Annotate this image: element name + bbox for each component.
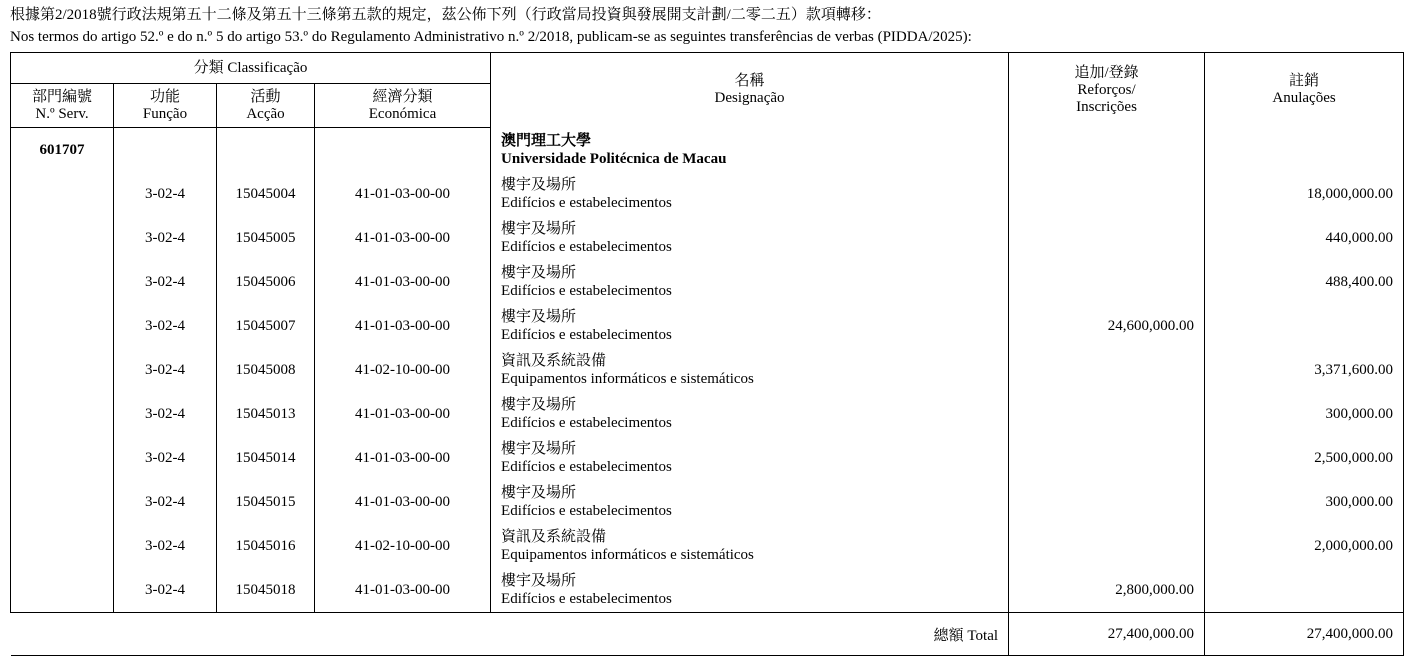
- table-row: [11, 524, 1404, 568]
- designation-pt: Edifícios e estabelecimentos: [501, 591, 672, 607]
- action-cell: 15045014: [217, 436, 315, 480]
- service-number: 601707: [39, 142, 85, 158]
- empty-cell: [217, 128, 315, 173]
- budget-transfer-table: [10, 52, 1404, 656]
- service-number-cell: [11, 216, 114, 260]
- annulment-cell: 3,371,600.00: [1205, 348, 1404, 392]
- economic-header-pt: Económica: [368, 105, 437, 122]
- designation-cell: [491, 216, 1009, 260]
- annulment-cell: [1205, 568, 1404, 613]
- designation-cell: [491, 304, 1009, 348]
- service-name-cell: [491, 128, 1009, 173]
- service-number-cell: [11, 480, 114, 524]
- table-row: [11, 480, 1404, 524]
- annulment-cell: 300,000.00: [1205, 480, 1404, 524]
- empty-cell: [1009, 128, 1205, 173]
- designation-cell: [491, 392, 1009, 436]
- designation-pt: Equipamentos informáticos e sistemáticos: [501, 371, 754, 387]
- action-cell: 15045006: [217, 260, 315, 304]
- table-row: [11, 172, 1404, 216]
- designation-cell: [491, 524, 1009, 568]
- designation-zh: 樓宇及場所: [501, 485, 577, 501]
- annulment-cell: 2,000,000.00: [1205, 524, 1404, 568]
- table-row: [11, 216, 1404, 260]
- designation-pt: Edifícios e estabelecimentos: [501, 459, 672, 475]
- service-row: [11, 128, 1404, 173]
- empty-cell: [1205, 128, 1404, 173]
- annulment-cell: 2,500,000.00: [1205, 436, 1404, 480]
- service-number-cell: [11, 348, 114, 392]
- reinforcement-cell: [1009, 392, 1205, 436]
- designation-zh: 樓宇及場所: [501, 441, 577, 457]
- action-cell: 15045018: [217, 568, 315, 613]
- annulment-cell: 300,000.00: [1205, 392, 1404, 436]
- annulments-header-pt: Anulações: [1272, 90, 1336, 107]
- reinforcement-cell: [1009, 524, 1205, 568]
- designation-header-zh: 名稱: [734, 73, 765, 90]
- action-cell: 15045008: [217, 348, 315, 392]
- reinforcements-header-zh: 追加/登錄: [1074, 64, 1139, 81]
- reinforcement-cell: [1009, 172, 1205, 216]
- designation-cell: [491, 480, 1009, 524]
- table-row: [11, 568, 1404, 613]
- economic-cell: 41-01-03-00-00: [315, 216, 491, 260]
- service-name-zh: 澳門理工大學: [501, 132, 592, 149]
- function-cell: 3-02-4: [114, 524, 217, 568]
- service-number-cell: [11, 524, 114, 568]
- service-number-cell: [11, 172, 114, 216]
- table-row: [11, 392, 1404, 436]
- reinforcement-cell: [1009, 216, 1205, 260]
- function-cell: 3-02-4: [114, 436, 217, 480]
- designation-zh: 樓宇及場所: [501, 309, 577, 325]
- action-cell: 15045007: [217, 304, 315, 348]
- designation-zh: 樓宇及場所: [501, 397, 577, 413]
- intro-text-portuguese: Nos termos do artigo 52.º e do n.º 5 do artigo 53.º do Regulamento Administrativo n.º 2/2018, publicam-se as seguintes transferências de verbas (PIDDA/2025):: [10, 29, 972, 45]
- reinforcement-cell: [1009, 480, 1205, 524]
- service-number-cell: [11, 436, 114, 480]
- designation-cell: [491, 436, 1009, 480]
- empty-cell: [315, 128, 491, 173]
- table-row: [11, 348, 1404, 392]
- designation-header-pt: Designação: [714, 90, 785, 107]
- designation-pt: Edifícios e estabelecimentos: [501, 503, 672, 519]
- designation-cell: [491, 348, 1009, 392]
- annulments-header-zh: 註銷: [1289, 73, 1320, 90]
- service-number-cell: [11, 304, 114, 348]
- reinforcement-cell: [1009, 348, 1205, 392]
- economic-cell: 41-01-03-00-00: [315, 436, 491, 480]
- action-header-zh: 活動: [250, 88, 281, 105]
- designation-zh: 樓宇及場所: [501, 221, 577, 237]
- function-cell: 3-02-4: [114, 172, 217, 216]
- total-label: 總額 Total: [491, 613, 1009, 656]
- economic-cell: 41-02-10-00-00: [315, 524, 491, 568]
- function-cell: 3-02-4: [114, 568, 217, 613]
- service-number-header: [11, 84, 114, 128]
- function-header-pt: Função: [142, 105, 188, 122]
- reinforcement-cell: 2,800,000.00: [1009, 568, 1205, 613]
- total-spacer: [11, 613, 491, 656]
- intro-text-chinese: 根據第2/2018號行政法規第五十二條及第五十三條第五款的規定，茲公佈下列（行政當局投資與發展開支計劃/二零二五）款項轉移：: [10, 7, 881, 23]
- economic-header: [315, 84, 491, 128]
- function-header: [114, 84, 217, 128]
- action-cell: 15045016: [217, 524, 315, 568]
- table-row: [11, 436, 1404, 480]
- economic-cell: 41-01-03-00-00: [315, 172, 491, 216]
- economic-cell: 41-02-10-00-00: [315, 348, 491, 392]
- service-name-pt: Universidade Politécnica de Macau: [501, 150, 727, 167]
- economic-cell: 41-01-03-00-00: [315, 392, 491, 436]
- service-number-header-zh: 部門編號: [31, 88, 92, 105]
- designation-pt: Edifícios e estabelecimentos: [501, 239, 672, 255]
- reinforcements-header: [1009, 53, 1205, 128]
- designation-zh: 樓宇及場所: [501, 573, 577, 589]
- total-reinforcements: 27,400,000.00: [1009, 613, 1205, 656]
- function-cell: 3-02-4: [114, 480, 217, 524]
- classification-header: 分類 Classificação: [11, 53, 491, 84]
- economic-cell: 41-01-03-00-00: [315, 568, 491, 613]
- designation-pt: Edifícios e estabelecimentos: [501, 283, 672, 299]
- function-cell: 3-02-4: [114, 216, 217, 260]
- action-cell: 15045005: [217, 216, 315, 260]
- service-number-cell: [11, 260, 114, 304]
- annulment-cell: 440,000.00: [1205, 216, 1404, 260]
- function-header-zh: 功能: [149, 88, 180, 105]
- designation-header: [491, 53, 1009, 128]
- designation-zh: 資訊及系統設備: [501, 353, 607, 369]
- function-cell: 3-02-4: [114, 348, 217, 392]
- economic-cell: 41-01-03-00-00: [315, 260, 491, 304]
- function-cell: 3-02-4: [114, 392, 217, 436]
- economic-cell: 41-01-03-00-00: [315, 480, 491, 524]
- function-cell: 3-02-4: [114, 304, 217, 348]
- designation-pt: Edifícios e estabelecimentos: [501, 327, 672, 343]
- reinforcement-cell: 24,600,000.00: [1009, 304, 1205, 348]
- designation-cell: [491, 260, 1009, 304]
- service-number-header-pt: N.º Serv.: [35, 105, 89, 122]
- reinforcements-header-pt2: Inscrições: [1076, 98, 1137, 115]
- action-cell: 15045013: [217, 392, 315, 436]
- designation-zh: 資訊及系統設備: [501, 529, 607, 545]
- table-row: [11, 260, 1404, 304]
- economic-cell: 41-01-03-00-00: [315, 304, 491, 348]
- designation-zh: 樓宇及場所: [501, 265, 577, 281]
- annulment-cell: 18,000,000.00: [1205, 172, 1404, 216]
- economic-header-zh: 經濟分類: [372, 88, 433, 105]
- total-annulments: 27,400,000.00: [1205, 613, 1404, 656]
- function-cell: 3-02-4: [114, 260, 217, 304]
- annulment-cell: [1205, 304, 1404, 348]
- designation-cell: [491, 568, 1009, 613]
- service-number-cell: [11, 128, 114, 173]
- designation-zh: 樓宇及場所: [501, 177, 577, 193]
- action-cell: 15045015: [217, 480, 315, 524]
- reinforcement-cell: [1009, 436, 1205, 480]
- action-header-pt: Acção: [246, 105, 285, 122]
- empty-cell: [114, 128, 217, 173]
- designation-pt: Equipamentos informáticos e sistemáticos: [501, 547, 754, 563]
- service-number-cell: [11, 392, 114, 436]
- total-row: [11, 613, 1404, 656]
- reinforcement-cell: [1009, 260, 1205, 304]
- designation-cell: [491, 172, 1009, 216]
- table-row: [11, 304, 1404, 348]
- annulment-cell: 488,400.00: [1205, 260, 1404, 304]
- action-header: [217, 84, 315, 128]
- annulments-header: [1205, 53, 1404, 128]
- designation-pt: Edifícios e estabelecimentos: [501, 195, 672, 211]
- header-row-top: [11, 53, 1404, 84]
- designation-pt: Edifícios e estabelecimentos: [501, 415, 672, 431]
- action-cell: 15045004: [217, 172, 315, 216]
- reinforcements-header-pt1: Reforços/: [1077, 81, 1136, 98]
- service-number-cell: [11, 568, 114, 613]
